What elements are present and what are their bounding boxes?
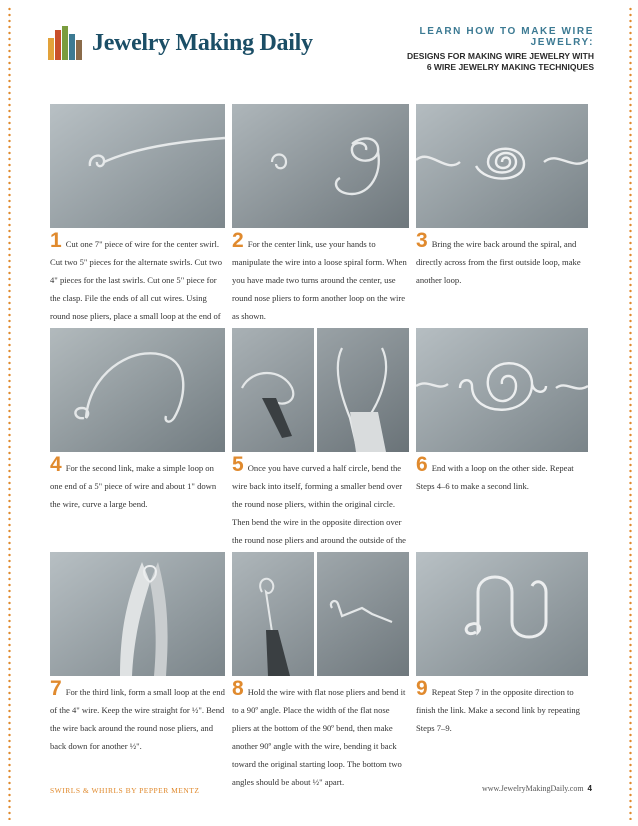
step-text: For the third link, form a small loop at the end of the 4" wire. Keep the wire straight for ½". Bend the wire back around the round nose pliers, and back down for another ½". <box>50 687 225 751</box>
photo-step-6 <box>416 328 588 452</box>
step-2 <box>232 229 408 324</box>
step-number: 3 <box>416 229 428 252</box>
header-title-block <box>364 26 594 73</box>
step-number: 9 <box>416 677 428 700</box>
step-9 <box>416 677 588 736</box>
header-subtitle-line-2: 6 WIRE JEWELRY MAKING TECHNIQUES <box>426 62 594 72</box>
step-number: 6 <box>416 453 428 476</box>
dotted-border-right <box>629 6 632 820</box>
step-text: For the second link, make a simple loop on one end of a 5" piece of wire and about 1" down the wire, curve a large bend. <box>50 463 217 509</box>
photo-step-9 <box>416 552 588 676</box>
page-number: 4 <box>587 784 592 793</box>
step-6 <box>416 453 588 494</box>
header-subtitle-line-1: DESIGNS FOR MAKING WIRE JEWELRY WITH <box>406 51 594 61</box>
dotted-border-left <box>8 6 11 820</box>
step-text: Repeat Step 7 in the opposite direction to finish the link. Make a second link by repeating Steps 7–9. <box>416 687 580 733</box>
step-text: For the center link, use your hands to manipulate the wire into a loose spiral form. When you have made two turns around the center, use round nose pliers to form another loop on the wire as shown. <box>232 239 407 321</box>
brand-logo[interactable] <box>48 24 313 64</box>
photo-step-7 <box>50 552 225 676</box>
photo-step-8 <box>232 552 409 676</box>
footer-url-block <box>482 784 592 793</box>
step-number: 5 <box>232 453 244 476</box>
logo-icon <box>48 26 86 60</box>
header-subtitle <box>364 51 594 73</box>
header-kicker: LEARN HOW TO MAKE WIRE JEWELRY: <box>419 26 594 48</box>
step-text: Hold the wire with flat nose pliers and bend it to a 90º angle. Place the width of the flat nose pliers at the bottom of the 90º bend, then make another 90º angle with the wire, bending it back toward the original starting loop. The bottom two angles should be about ½" apart. <box>232 687 406 787</box>
step-8 <box>232 677 408 790</box>
step-number: 8 <box>232 677 244 700</box>
photo-step-4 <box>50 328 225 452</box>
step-4 <box>50 453 226 512</box>
step-text: Cut one 7" piece of wire for the center swirl. Cut two 5" pieces for the alternate swirls. Cut two 4" pieces for the last swirls. Cut one 5" piece for the clasp. File the ends of all cut wires. Using round nose pliers, place a small loop at the end of <box>50 239 223 321</box>
photo-step-5 <box>232 328 409 452</box>
step-number: 4 <box>50 453 62 476</box>
step-7 <box>50 677 226 754</box>
step-text: Once you have curved a half circle, bend the wire back into itself, forming a smaller bend over the round nose pliers, within the original circle. Then bend the wire in the opposite direction over the round nose pliers and around the outside of the <box>232 463 406 545</box>
photo-step-2 <box>232 104 409 228</box>
step-text: Bring the wire back around the spiral, and directly across from the first outside loop, make another loop. <box>416 239 581 285</box>
photo-step-3 <box>416 104 588 228</box>
step-1 <box>50 229 226 342</box>
step-number: 1 <box>50 229 62 252</box>
brand-name: Jewelry Making Daily <box>92 30 313 56</box>
step-text: End with a loop on the other side. Repeat Steps 4–6 to make a second link. <box>416 463 574 491</box>
footer-url[interactable]: www.JewelryMakingDaily.com <box>481 784 584 793</box>
step-number: 2 <box>232 229 244 252</box>
step-number: 7 <box>50 677 62 700</box>
footer-credit: SWIRLS & WHIRLS BY PEPPER MENTZ <box>50 786 200 795</box>
photo-step-1 <box>50 104 225 228</box>
step-3 <box>416 229 588 288</box>
